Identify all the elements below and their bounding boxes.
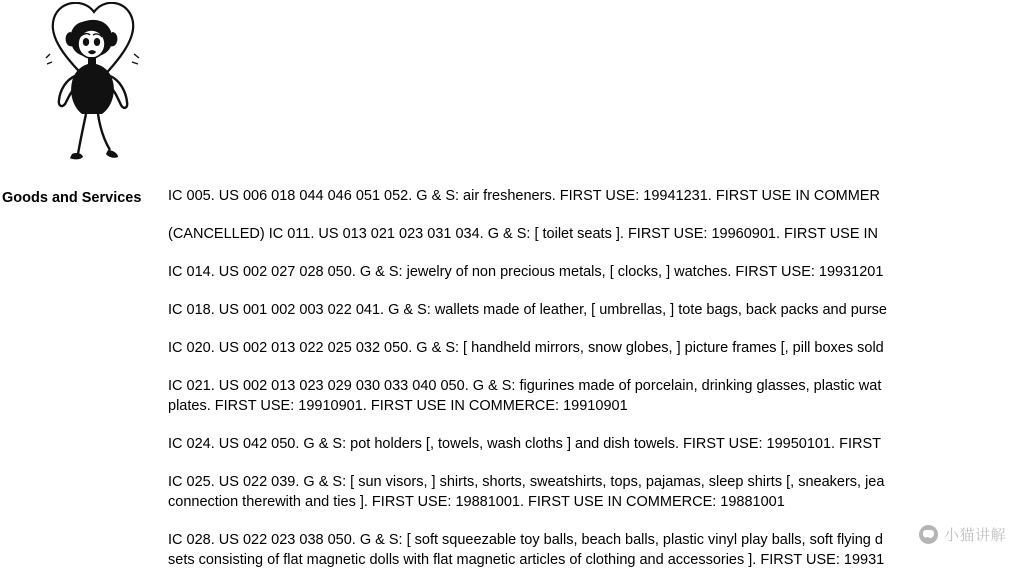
gs-entry-line: IC 028. US 022 023 038 050. G & S: [ soft squeezable toy balls, beach balls, plastic vinyl play balls, soft flying d (168, 532, 883, 548)
gs-entry-line: sets consisting of flat magnetic dolls with flat magnetic articles of clothing and accessories ]. FIRST USE: 19931 (168, 552, 885, 568)
gs-entry-line: (CANCELLED) IC 011. US 013 021 023 031 034. G & S: [ toilet seats ]. FIRST USE: 19960901. FIRST USE IN (168, 226, 879, 242)
gs-entry (168, 262, 1020, 282)
gs-entry-line: IC 025. US 022 039. G & S: [ sun visors, ] shirts, shorts, sweatshirts, tops, pajamas, sleep shirts [, sneakers, jea (168, 474, 885, 490)
gs-entry-line: IC 018. US 001 002 003 022 041. G & S: wallets made of leather, [ umbrellas, ] tote bags, back packs and purse (168, 302, 887, 318)
gs-entry-line: plates. FIRST USE: 19910901. FIRST USE IN COMMERCE: 19910901 (168, 398, 628, 414)
gs-entry (168, 338, 1020, 358)
watermark-text: 小猫讲解 (943, 526, 1006, 544)
goods-and-services-label: Goods and Services (2, 190, 142, 206)
gs-entry (168, 472, 1020, 512)
gs-entry (168, 434, 1020, 454)
gs-entry-line: IC 021. US 002 013 023 029 030 033 040 050. G & S: figurines made of porcelain, drinking glasses, plastic wat (168, 378, 882, 394)
trademark-specimen-image (26, 2, 156, 172)
gs-entry (168, 530, 1020, 570)
gs-entry-line: IC 024. US 042 050. G & S: pot holders [, towels, wash cloths ] and dish towels. FIRST USE: 19950101. FIRST (168, 436, 881, 452)
betty-boop-heart-icon (26, 2, 156, 172)
goods-and-services-content (168, 186, 1020, 588)
gs-entry-line: IC 020. US 002 013 022 025 032 050. G & S: [ handheld mirrors, snow globes, ] picture frames [, pill boxes sold (168, 340, 884, 356)
gs-entry-line: IC 005. US 006 018 044 046 051 052. G & S: air fresheners. FIRST USE: 19941231. FIRST USE IN COMMER (168, 188, 880, 204)
gs-entry (168, 186, 1020, 206)
gs-entry-line: IC 014. US 002 027 028 050. G & S: jewelry of non precious metals, [ clocks, ] watches. FIRST USE: 19931201 (168, 264, 884, 280)
gs-entry (168, 300, 1020, 320)
gs-entry (168, 376, 1020, 416)
gs-entry (168, 224, 1020, 244)
gs-entry-line: connection therewith and ties ]. FIRST USE: 19881001. FIRST USE IN COMMERCE: 19881001 (168, 494, 785, 510)
